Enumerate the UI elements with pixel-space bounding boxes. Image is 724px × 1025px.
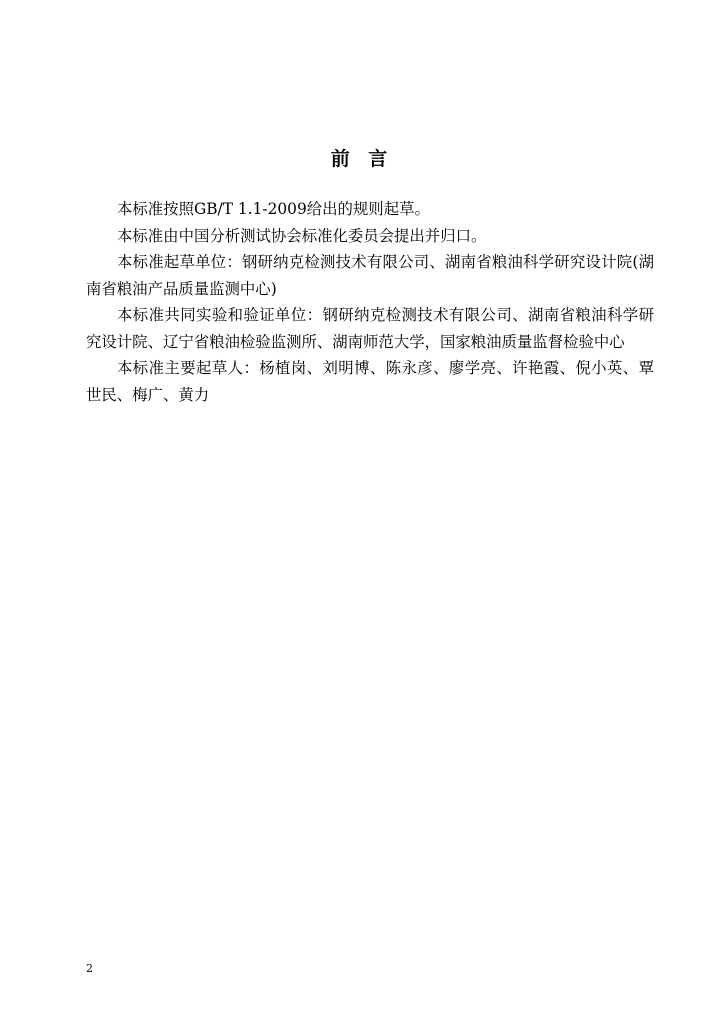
paragraph-proposer: 本标准由中国分析测试协会标准化委员会提出并归口。 (117, 226, 487, 245)
page-title: 前 言 (330, 148, 394, 170)
foreword-body (86, 196, 654, 408)
paragraph-main-drafters: 本标准主要起草人：杨植岗、刘明博、陈永彦、廖学亮、许艳霞、倪小英、覃世民、梅广、黄力 (86, 359, 654, 404)
paragraph-validation-units: 本标准共同实验和验证单位：钢研纳克检测技术有限公司、湖南省粮油科学研究设计院、辽宁省粮油检验监测所、湖南师范大学，国家粮油质量监督检验中心 (86, 306, 654, 351)
paragraph-drafting-rules: 本标准按照GB/T 1.1-2009给出的规则起草。 (117, 200, 430, 218)
paragraph-drafting-units: 本标准起草单位：钢研纳克检测技术有限公司、湖南省粮油科学研究设计院(湖南省粮油产品质量监测中心) (86, 253, 654, 298)
page-number: 2 (86, 962, 93, 975)
